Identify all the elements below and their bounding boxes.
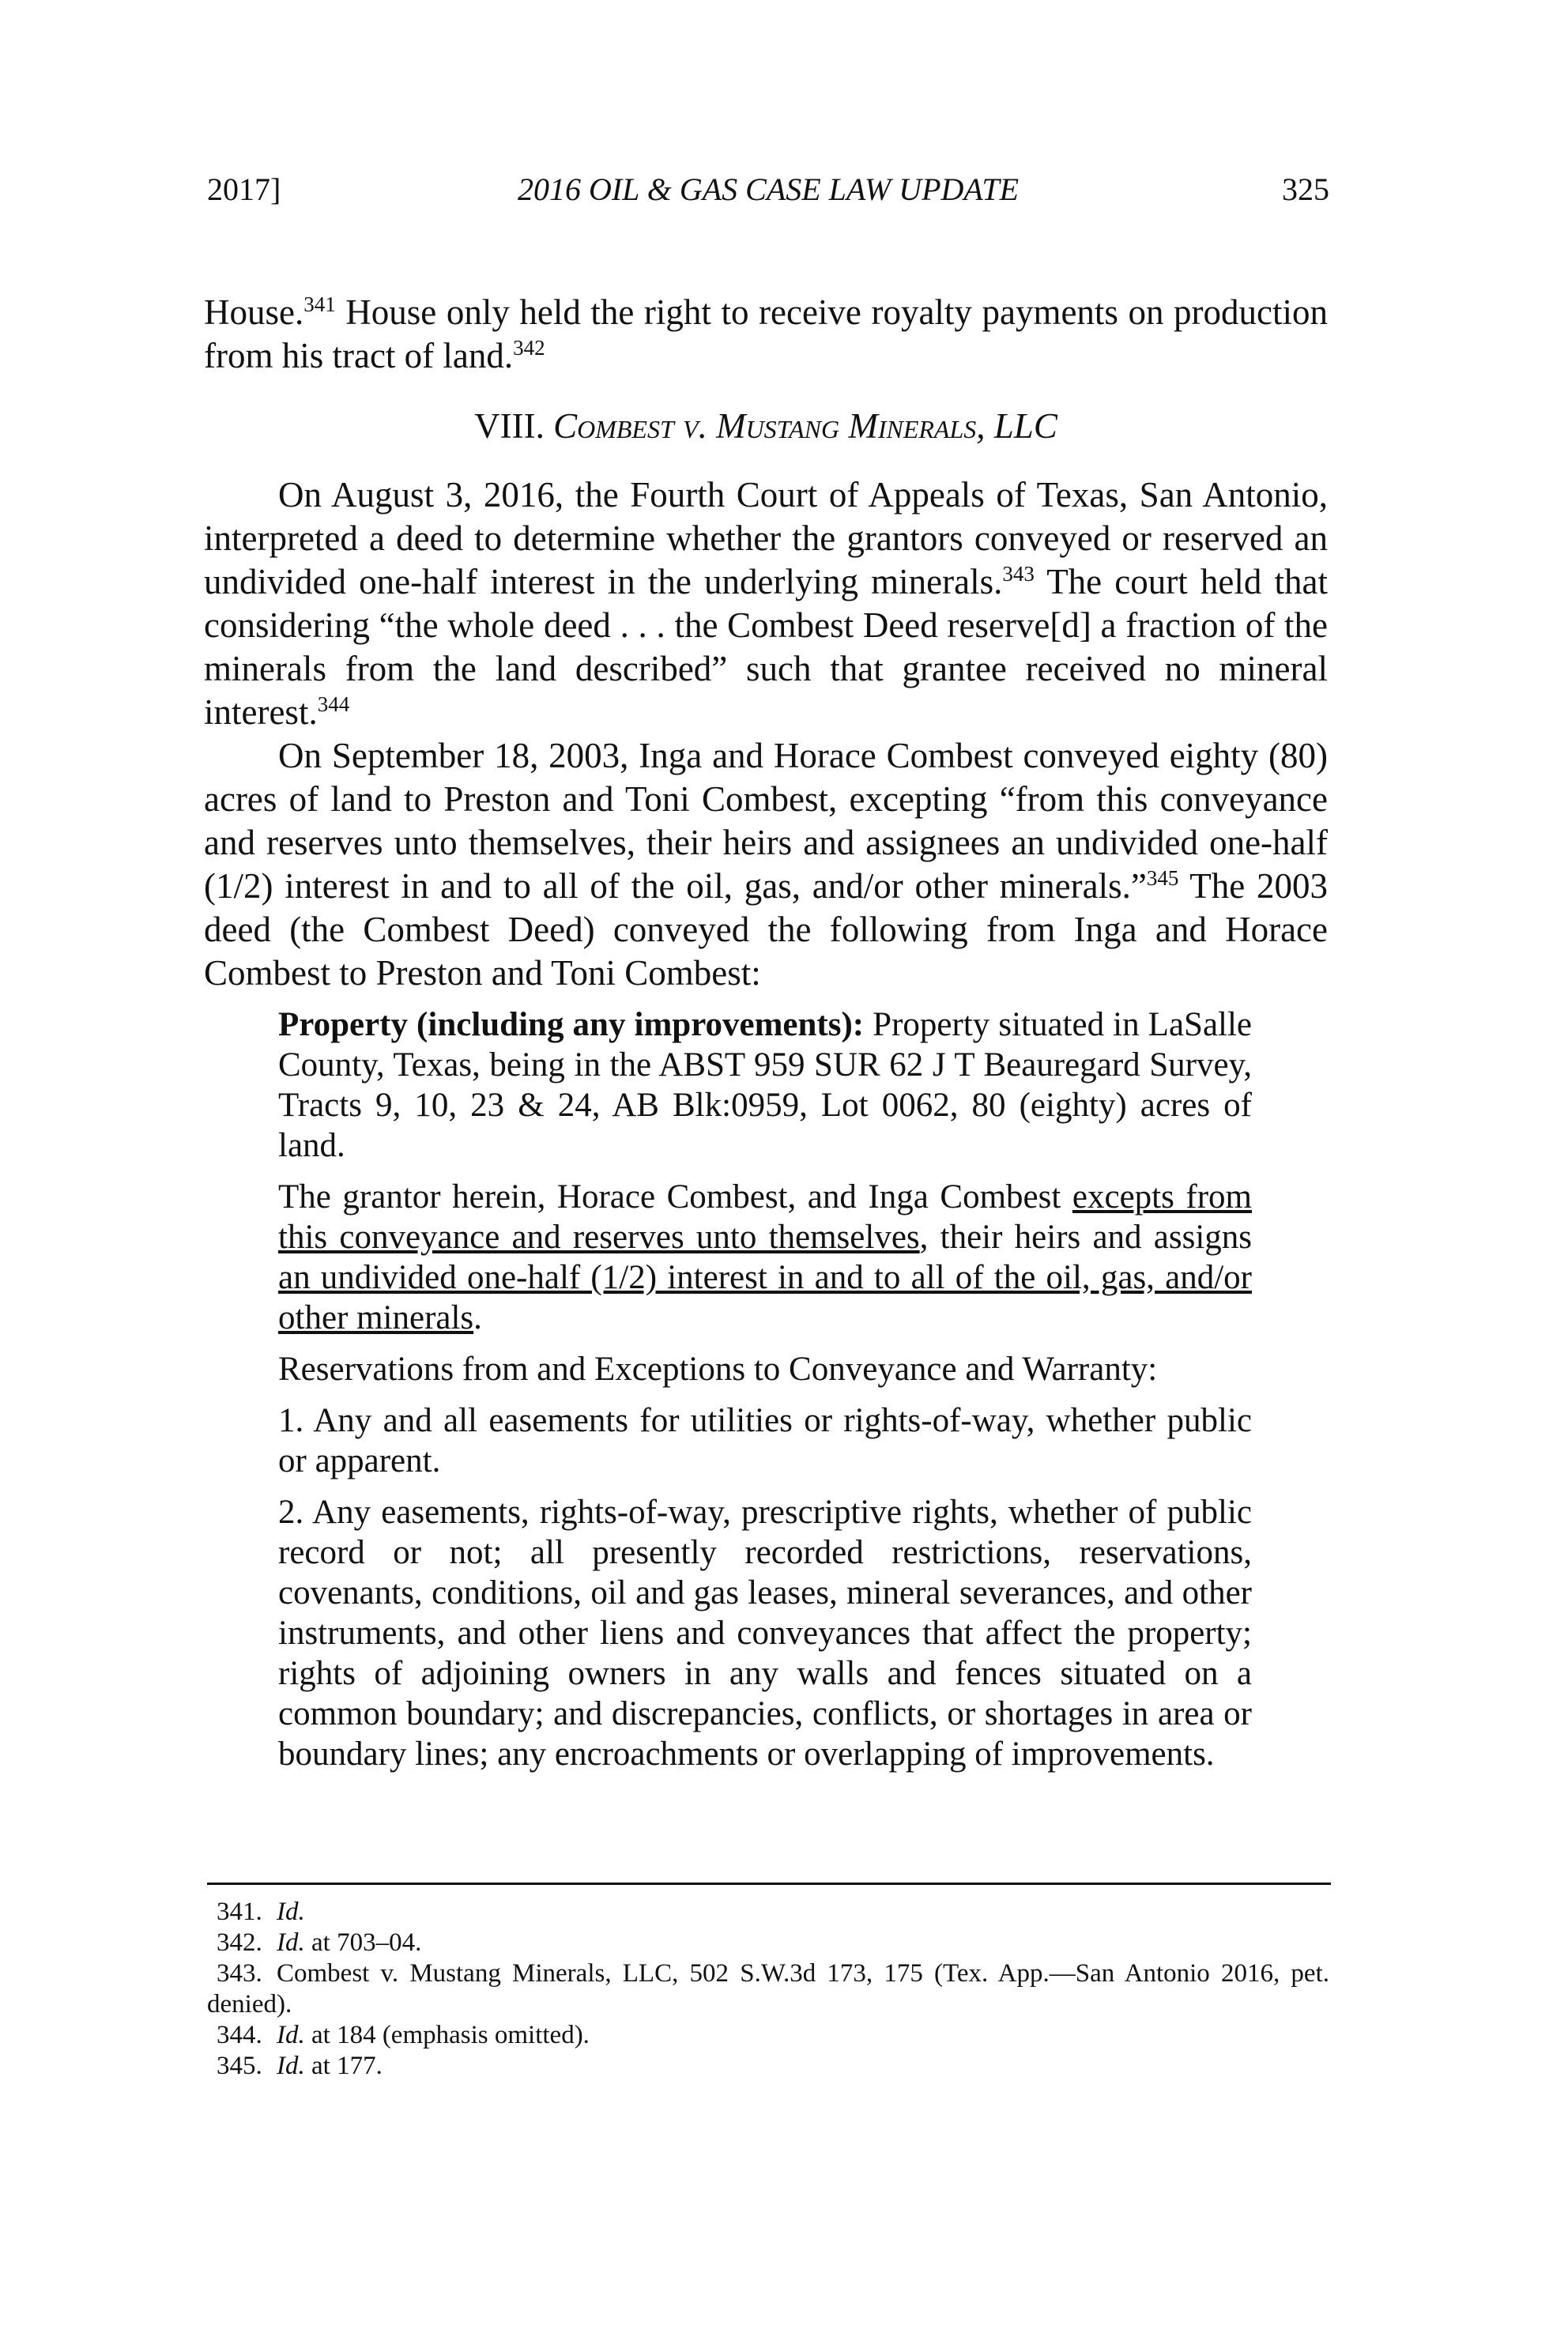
footnote-345: 345. Id. at 177. [217, 2052, 383, 2080]
running-title: 2016 OIL & GAS CASE LAW UPDATE [517, 172, 1020, 207]
footnotes [207, 1897, 1329, 2082]
section-numeral: VIII. [474, 406, 554, 446]
block-quote-deed [278, 1004, 1252, 1774]
quote-property: Property (including any improvements): Property situated in LaSalle County, Texas, being in the ABST 959 SUR 62 J T Beauregard Survey, Tracts 9, 10, 23 & 24, AB Blk:0959, Lot 0062, 80 (eighty) acres of land. [278, 1006, 1253, 1164]
header-year: 2017] [207, 172, 281, 207]
page-number: 325 [1282, 172, 1329, 207]
footnote-341: 341. Id. [217, 1898, 305, 1926]
paragraph-court-holding: On August 3, 2016, the Fourth Court of Appeals of Texas, San Antonio, interpreted a deed to determine whether the grantors conveyed or reserved an undivided one-half interest in the underlying minerals.$^{343}$ The court held that considering “the whole deed . . . the Combest Deed reserve[d] a fraction of the minerals from the land described” such that grantee received no mineral interest.$^{344}$ [204, 475, 1328, 732]
footnote-ref-344[interactable]: 344 [317, 692, 350, 716]
paragraph-house: House.$^{341}$ House only held the right to receive royalty payments on production from his tract of land.$^{342}$ [204, 292, 1328, 375]
footnote-ref-341[interactable]: 341 [303, 292, 336, 316]
footnote-divider [207, 1883, 1331, 1885]
footnote-344: 344. Id. at 184 (emphasis omitted). [217, 2021, 590, 2049]
section-heading [204, 405, 1328, 448]
quote-reservation: The grantor herein, Horace Combest, and Inga Combest excepts from this conveyance and reserves unto themselves, their heirs and assigns an undivided one-half (1/2) interest in and to all of the oil, gas, and/or other minerals. [278, 1178, 1253, 1336]
running-header [207, 171, 1329, 215]
quote-item-1: 1. Any and all easements for utilities or rights-of-way, whether public or apparent. [278, 1402, 1252, 1479]
paragraph-conveyance: On September 18, 2003, Inga and Horace Combest conveyed eighty (80) acres of land to Preston and Toni Combest, excepting “from this conveyance and reserves unto themselves, their heirs and assignees an undivided one-half (1/2) interest in and to all of the oil, gas, and/or other minerals.”$^{345}$ The 2003 deed (the Combest Deed) conveyed the following from Inga and Horace Combest to Preston and Toni Combest: [204, 736, 1328, 993]
footnote-343: 343. Combest v. Mustang Minerals, LLC, 502 S.W.3d 173, 175 (Tex. App.—San Antonio 2016, pet. denied). [207, 1959, 1329, 2018]
quote-reservations-heading: Reservations from and Exceptions to Conveyance and Warranty: [278, 1351, 1158, 1388]
body-text [204, 291, 1328, 1785]
footnote-342: 342. Id. at 703–04. [217, 1928, 422, 1957]
section-case-name: Combest v. Mustang Minerals, LLC [553, 406, 1057, 446]
footnote-ref-342[interactable]: 342 [513, 336, 545, 360]
footnote-ref-345[interactable]: 345 [1146, 866, 1179, 890]
quote-item-2: 2. Any easements, rights-of-way, prescriptive rights, whether of public record or not; all presently recorded restrictions, reservations, covenants, conditions, oil and gas leases, mineral severances, and other instruments, and other liens and conveyances that affect the property; rights of adjoining owners in any walls and fences situated on a common boundary; and discrepancies, conflicts, or shortages in area or boundary lines; any encroachments or overlapping of improvements. [278, 1494, 1252, 1773]
footnote-ref-343[interactable]: 343 [1002, 562, 1035, 586]
